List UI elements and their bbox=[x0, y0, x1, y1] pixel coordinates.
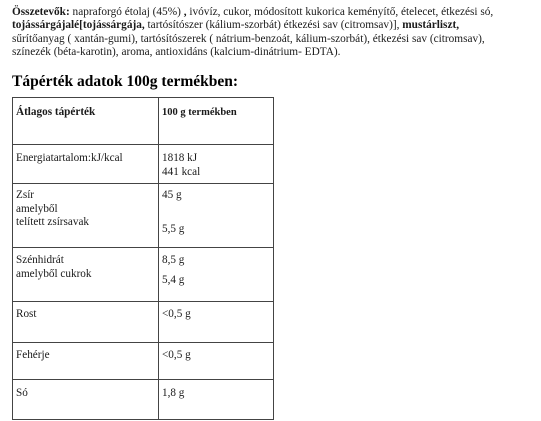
table-header-row bbox=[13, 98, 274, 145]
nutrition-table bbox=[12, 97, 274, 420]
nutrient-name: Fehérje bbox=[16, 349, 50, 361]
nutrient-label bbox=[13, 248, 159, 302]
value-fat: 45 g bbox=[162, 189, 182, 201]
ingredients-line-3: sűrítőanyag ( xantán-gumi), tartósítószerek ( nátrium-benzoát, kálium-szorbát), étkezési sav (citromsav), bbox=[12, 32, 485, 45]
value-kcal: 441 kcal bbox=[162, 165, 201, 178]
ingredients-line-1 bbox=[12, 6, 532, 19]
table-row-energy bbox=[13, 145, 274, 184]
table-row-carbohydrate bbox=[13, 248, 274, 302]
ingredients-text bbox=[12, 6, 532, 59]
nutrient-value bbox=[159, 380, 274, 420]
value-kj: 1818 kJ bbox=[162, 152, 198, 164]
nutrient-label bbox=[13, 343, 159, 380]
value-saturated: 5,5 g bbox=[162, 222, 185, 235]
nutrient-value bbox=[159, 184, 274, 248]
nutrient-name: Zsír bbox=[16, 189, 35, 201]
nutrient-label bbox=[13, 380, 159, 420]
ingredients-line-2 bbox=[12, 19, 532, 32]
nutrient-label bbox=[13, 302, 159, 343]
value-sugars: 5,4 g bbox=[162, 273, 185, 286]
nutrient-name: Energiatartalom:kJ/kcal bbox=[16, 152, 123, 164]
header-nutrient: Átlagos tápérték bbox=[13, 98, 159, 145]
nutrient-name: Só bbox=[16, 387, 28, 399]
value-fibre: <0,5 g bbox=[162, 308, 191, 320]
value-salt: 1,8 g bbox=[162, 387, 185, 399]
value-carbohydrate: 8,5 g bbox=[162, 254, 185, 266]
ingredients-comma: , bbox=[183, 6, 187, 18]
nutrient-name: Szénhidrát bbox=[16, 254, 64, 266]
nutrition-heading: Tápérték adatok 100g termékben: bbox=[12, 73, 239, 90]
nutrient-name: Rost bbox=[16, 308, 37, 320]
table-row-protein bbox=[13, 343, 274, 380]
nutrient-sub: amelyből cukrok bbox=[16, 267, 92, 280]
ingredients-allergen: mustárliszt, bbox=[402, 19, 460, 32]
nutrient-label bbox=[13, 145, 159, 184]
nutrient-value bbox=[159, 302, 274, 343]
ingredients-part: napraforgó étolaj (45%) bbox=[69, 6, 184, 18]
nutrient-label bbox=[13, 184, 159, 248]
ingredients-part: tartósítószer (kálium-szorbát) étkezési sav (citromsav)], bbox=[144, 19, 403, 32]
ingredients-part: ivóvíz, cukor, módosított kukorica keményítő, ételecet, étkezési só, bbox=[186, 6, 494, 18]
ingredients-label: Összetevők: bbox=[12, 6, 70, 18]
nutrient-value bbox=[159, 343, 274, 380]
ingredients-allergen: tojássárgájalé[tojássárgája, bbox=[12, 19, 145, 32]
header-per-100g: 100 g termékben bbox=[159, 98, 274, 145]
nutrient-value bbox=[159, 145, 274, 184]
nutrient-value bbox=[159, 248, 274, 302]
table-row-fibre bbox=[13, 302, 274, 343]
nutrient-sub: amelyből bbox=[16, 202, 58, 215]
nutrient-sub: telített zsírsavak bbox=[16, 216, 90, 228]
ingredients-line-4: színezék (béta-karotin), aroma, antioxidáns (kalcium-dinátrium- EDTA). bbox=[12, 45, 341, 58]
value-protein: <0,5 g bbox=[162, 349, 191, 361]
table-row-fat bbox=[13, 184, 274, 248]
table-row-salt bbox=[13, 380, 274, 420]
